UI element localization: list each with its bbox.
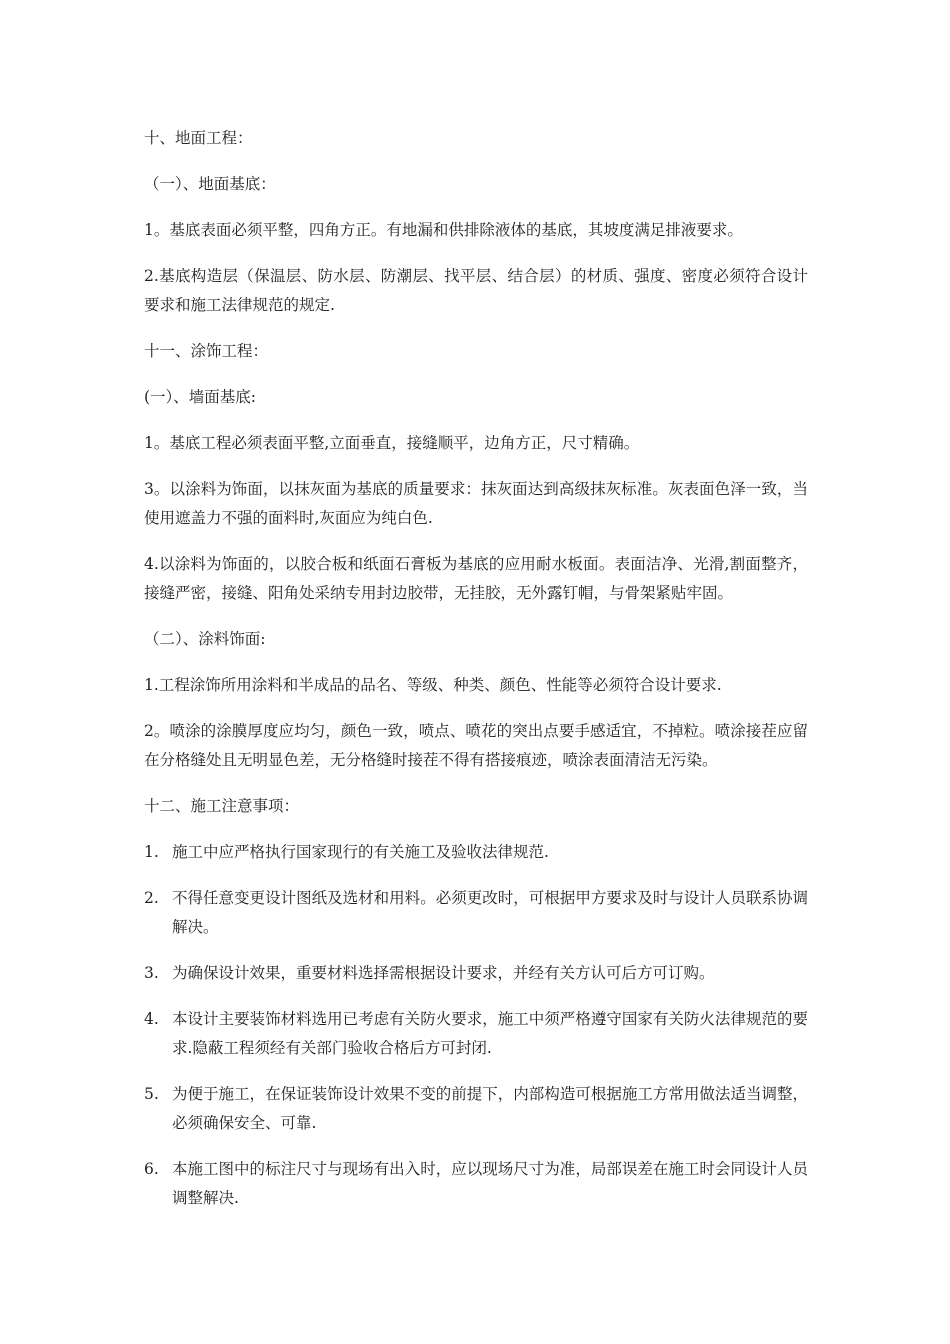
section-11-heading: 十一、涂饰工程： — [144, 342, 269, 360]
list-item-text: 为便于施工，在保证装饰设计效果不变的前提下，内部构造可根据施工方常用做法适当调整，必须确保安全、可靠. — [172, 1085, 808, 1132]
list-item — [144, 884, 808, 942]
section-10-paragraph-2: 2.基底构造层（保温层、防水层、防潮层、找平层、结合层）的材质、强度、密度必须符合设计要求和施工法律规范的规定. — [144, 267, 808, 314]
section-11-coating-paragraph-1: 1.工程涂饰所用涂料和半成品的品名、等级、种类、颜色、性能等必须符合设计要求. — [144, 676, 722, 694]
section-11-paragraph-3: 3。以涂料为饰面，以抹灰面为基底的质量要求：抹灰面达到高级抹灰标准。灰表面色泽一致，当使用遮盖力不强的面料时,灰面应为纯白色. — [144, 480, 808, 527]
section-11-subheading-2: （二）、涂料饰面: — [144, 630, 266, 648]
list-item-text: 为确保设计效果，重要材料选择需根据设计要求，并经有关方认可后方可订购。 — [172, 964, 715, 982]
document-page — [144, 124, 808, 1230]
list-item-number: 6. — [144, 1160, 159, 1178]
section-11-subheading-1: (一）、墙面基底: — [144, 388, 257, 406]
section-11-coating-paragraph-2: 2。喷涂的涂膜厚度应均匀，颜色一致，喷点、喷花的突出点要手感适宜，不掉粒。喷涂接茬应留在分格缝处且无明显色差，无分格缝时接茬不得有搭接痕迹，喷涂表面清洁无污染。 — [144, 722, 808, 769]
section-10-heading: 十、地面工程： — [144, 129, 253, 147]
list-item-number: 1. — [144, 843, 159, 861]
list-item — [144, 1080, 808, 1138]
section-11-paragraph-4: 4.以涂料为饰面的，以胶合板和纸面石膏板为基底的应用耐水板面。表面洁净、光滑,割面整齐，接缝严密，接缝、阳角处采纳专用封边胶带，无挂胶，无外露钉帽，与骨架紧贴牢固。 — [144, 555, 808, 602]
list-item-number: 4. — [144, 1010, 159, 1028]
list-item — [144, 1155, 808, 1213]
list-item — [144, 959, 808, 988]
list-item — [144, 838, 808, 867]
list-item-number: 2. — [144, 889, 159, 907]
list-item-text: 不得任意变更设计图纸及选材和用料。必须更改时，可根据甲方要求及时与设计人员联系协调解决。 — [172, 889, 808, 936]
section-10-paragraph-1: 1。基底表面必须平整，四角方正。有地漏和供排除液体的基底，其坡度满足排液要求。 — [144, 221, 743, 239]
section-10-subheading-1: （一）、地面基底： — [144, 175, 276, 193]
list-item-text: 施工中应严格执行国家现行的有关施工及验收法律规范. — [172, 843, 549, 861]
list-item-number: 3. — [144, 964, 159, 982]
list-item-text: 本施工图中的标注尺寸与现场有出入时，应以现场尺寸为准，局部误差在施工时会同设计人员调整解决. — [172, 1160, 808, 1207]
section-11-paragraph-1: 1。基底工程必须表面平整,立面垂直，接缝顺平，边角方正，尺寸精确。 — [144, 434, 640, 452]
section-12-heading: 十二、施工注意事项： — [144, 797, 300, 815]
notes-list — [144, 838, 808, 1213]
list-item — [144, 1005, 808, 1063]
list-item-number: 5. — [144, 1085, 159, 1103]
list-item-text: 本设计主要装饰材料选用已考虑有关防火要求，施工中须严格遵守国家有关防火法律规范的要求.隐蔽工程须经有关部门验收合格后方可封闭. — [172, 1010, 808, 1057]
